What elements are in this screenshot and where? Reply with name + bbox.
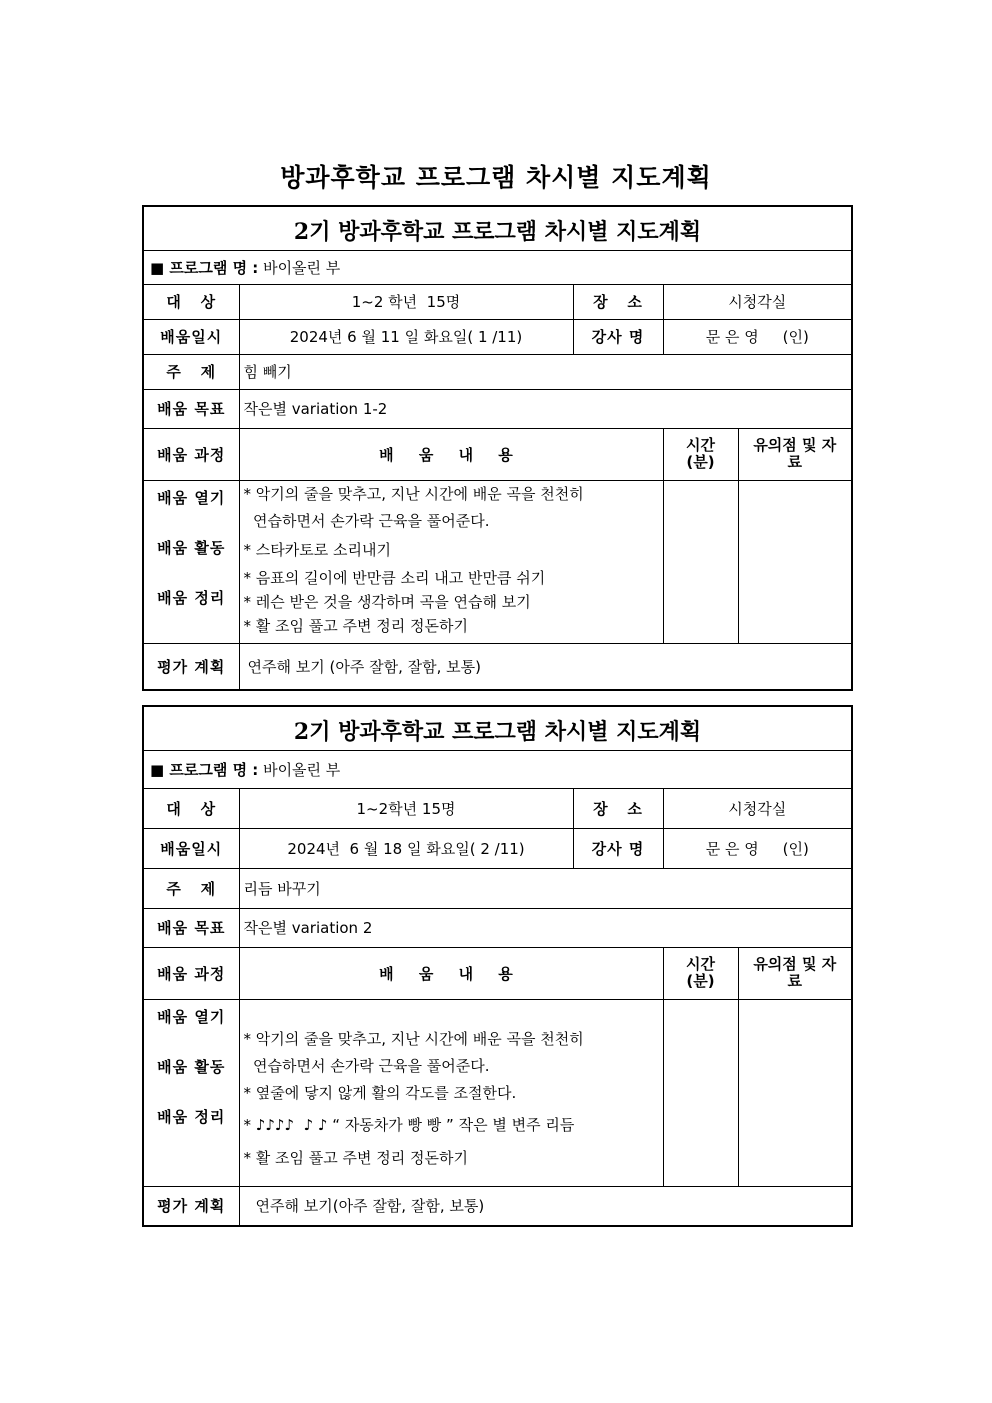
plan-table-1 <box>142 205 853 691</box>
goal-value: 작은별 variation 2 <box>239 908 852 947</box>
plan-title: 2기 방과후학교 프로그램 차시별 지도계획 <box>143 706 852 750</box>
content-line: * 스타카토로 소리내기 <box>243 540 391 559</box>
notes-cell <box>738 480 852 643</box>
phase-activity: 배움 활동 <box>157 538 226 557</box>
target-value: 1~2학년 15명 <box>239 788 573 828</box>
program-name: 바이올린 부 <box>263 760 341 779</box>
content-line: * 음표의 길이에 반만큼 소리 내고 반만큼 쉬기 <box>243 568 546 587</box>
place-value: 시청각실 <box>663 788 852 828</box>
phase-open: 배움 열기 <box>157 1007 226 1026</box>
target-label: 대 상 <box>143 788 239 828</box>
date-value: 2024년 6 월 11 일 화요일( 1 /11) <box>239 319 573 354</box>
topic-value: 힘 빼기 <box>239 354 852 389</box>
goal-label: 배움 목표 <box>143 908 239 947</box>
content-line: * 활 조임 풀고 주변 정리 정돈하기 <box>243 616 468 635</box>
content-line: 연습하면서 손가락 근육을 풀어준다. <box>243 1056 490 1075</box>
topic-value: 리듬 바꾸기 <box>239 868 852 908</box>
time-cell <box>663 480 738 643</box>
content-line: * 악기의 줄을 맞추고, 지난 시간에 배운 곡을 천천히 <box>243 1029 584 1048</box>
process-phases <box>143 480 239 643</box>
goal-label: 배움 목표 <box>143 389 239 428</box>
teacher-label: 강사 명 <box>573 319 663 354</box>
teacher-value: 문 은 영 (인) <box>663 828 852 868</box>
process-label: 배움 과정 <box>143 428 239 480</box>
phase-close: 배움 정리 <box>157 588 226 607</box>
program-name: 바이올린 부 <box>263 258 341 277</box>
eval-value: 연주해 보기(아주 잘함, 잘함, 보통) <box>239 1186 852 1226</box>
plan-title: 2기 방과후학교 프로그램 차시별 지도계획 <box>143 206 852 250</box>
place-label: 장 소 <box>573 284 663 319</box>
content-line: * 악기의 줄을 맞추고, 지난 시간에 배운 곡을 천천히 <box>243 484 584 503</box>
topic-label: 주 제 <box>143 354 239 389</box>
target-value: 1~2 학년 15명 <box>239 284 573 319</box>
page-title: 방과후학교 프로그램 차시별 지도계획 <box>280 163 712 192</box>
program-line <box>143 250 852 284</box>
date-label: 배움일시 <box>143 319 239 354</box>
time-label: 시간 (분) <box>663 947 738 999</box>
eval-label: 평가 계획 <box>143 1186 239 1226</box>
content-label: 배 움 내 용 <box>239 947 663 999</box>
topic-label: 주 제 <box>143 868 239 908</box>
content-line: * ♪♪♪♪ ♪ ♪ “ 자동차가 빵 빵 ” 작은 별 변주 리듬 <box>243 1115 575 1134</box>
phase-close: 배움 정리 <box>157 1107 226 1126</box>
target-label: 대 상 <box>143 284 239 319</box>
content-line: * 레슨 받은 것을 생각하며 곡을 연습해 보기 <box>243 592 531 611</box>
eval-label: 평가 계획 <box>143 643 239 690</box>
eval-value: 연주해 보기 (아주 잘함, 잘함, 보통) <box>239 643 852 690</box>
goal-value: 작은별 variation 1-2 <box>239 389 852 428</box>
program-label: ■ 프로그램 명 : <box>150 258 259 277</box>
notes-label: 유의점 및 자료 <box>738 947 852 999</box>
time-cell <box>663 999 738 1186</box>
content-label: 배 움 내 용 <box>239 428 663 480</box>
time-label: 시간 (분) <box>663 428 738 480</box>
content-cell <box>239 480 663 643</box>
notes-label: 유의점 및 자료 <box>738 428 852 480</box>
process-phases <box>143 999 239 1186</box>
program-line <box>143 750 852 788</box>
teacher-label: 강사 명 <box>573 828 663 868</box>
notes-cell <box>738 999 852 1186</box>
date-value: 2024년 6 월 18 일 화요일( 2 /11) <box>239 828 573 868</box>
teacher-value: 문 은 영 (인) <box>663 319 852 354</box>
place-label: 장 소 <box>573 788 663 828</box>
content-cell <box>239 999 663 1186</box>
place-value: 시청각실 <box>663 284 852 319</box>
content-line: * 옆줄에 닿지 않게 활의 각도를 조절한다. <box>243 1083 517 1102</box>
phase-open: 배움 열기 <box>157 488 226 507</box>
content-line: 연습하면서 손가락 근육을 풀어준다. <box>243 511 490 530</box>
date-label: 배움일시 <box>143 828 239 868</box>
content-line: * 활 조임 풀고 주변 정리 정돈하기 <box>243 1148 468 1167</box>
plan-table-2 <box>142 705 853 1227</box>
process-label: 배움 과정 <box>143 947 239 999</box>
phase-activity: 배움 활동 <box>157 1057 226 1076</box>
program-label: ■ 프로그램 명 : <box>150 760 259 779</box>
